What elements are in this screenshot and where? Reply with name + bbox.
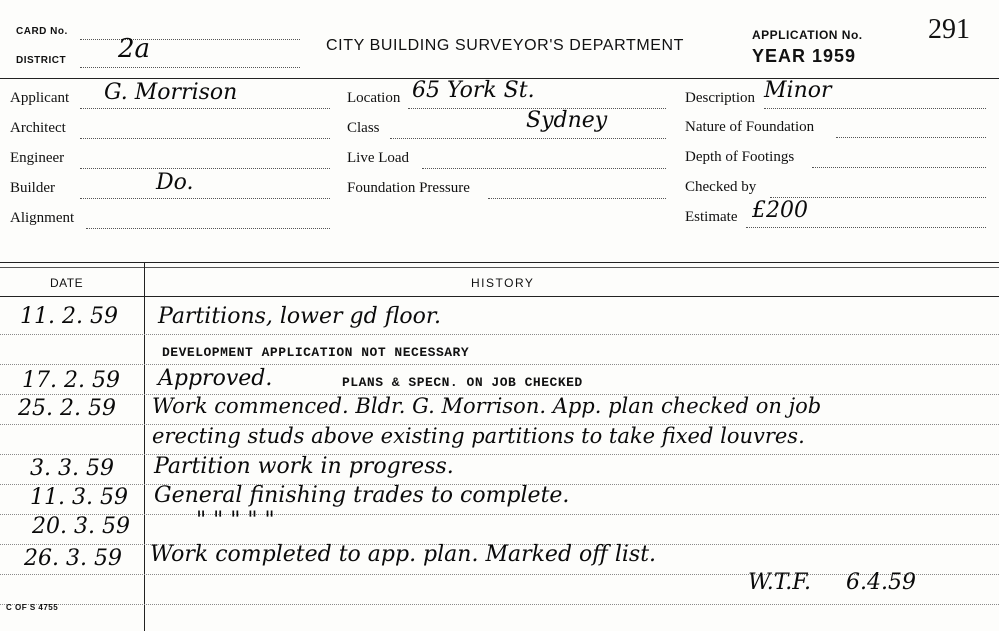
applicant-label: Applicant xyxy=(10,90,70,106)
signature-date: 6.4.59 xyxy=(846,570,916,595)
description-value: Minor xyxy=(764,78,832,103)
history-top-rule-2 xyxy=(0,267,999,268)
history-line xyxy=(0,514,999,515)
description-line xyxy=(764,108,986,109)
entry-date: 20. 3. 59 xyxy=(32,514,130,539)
history-line xyxy=(0,604,999,605)
entry-text: General finishing trades to complete. xyxy=(154,483,570,508)
history-line xyxy=(0,454,999,455)
entry-stamp: DEVELOPMENT APPLICATION NOT NECESSARY xyxy=(162,345,470,360)
entry-text: Approved. xyxy=(158,366,273,391)
alignment-label: Alignment xyxy=(10,210,75,226)
depth-of-footings-label: Depth of Footings xyxy=(685,149,795,165)
date-header: DATE xyxy=(50,276,84,290)
architect-label: Architect xyxy=(10,120,66,136)
class-label: Class xyxy=(347,120,380,136)
entry-date: 17. 2. 59 xyxy=(22,368,120,393)
live-load-label: Live Load xyxy=(347,150,410,166)
depth-of-footings-line xyxy=(812,167,986,168)
description-label: Description xyxy=(685,90,755,106)
alignment-line xyxy=(86,228,330,229)
entry-text: Work completed to app. plan. Marked off list. xyxy=(150,542,657,567)
entry-date: 26. 3. 59 xyxy=(24,546,122,571)
nature-of-foundation-label: Nature of Foundation xyxy=(685,119,815,135)
builder-value: Do. xyxy=(156,170,194,195)
history-line xyxy=(0,364,999,365)
builder-label: Builder xyxy=(10,180,55,196)
architect-line xyxy=(80,138,330,139)
foundation-pressure-line xyxy=(488,198,666,199)
foundation-pressure-label: Foundation Pressure xyxy=(347,180,470,196)
class-line xyxy=(390,138,666,139)
application-no-value: 291 xyxy=(928,14,970,45)
history-header-rule xyxy=(0,296,999,297)
date-column-divider xyxy=(144,262,145,631)
form-code: C OF S 4755 xyxy=(6,603,59,612)
signature: W.T.F. xyxy=(748,570,812,595)
card-no-line xyxy=(80,39,300,40)
nature-of-foundation-line xyxy=(836,137,986,138)
engineer-line xyxy=(80,168,330,169)
estimate-label: Estimate xyxy=(685,209,738,225)
entry-date: 11. 2. 59 xyxy=(20,304,118,329)
applicant-value: G. Morrison xyxy=(104,80,238,105)
history-line xyxy=(0,334,999,335)
entry-text: Partition work in progress. xyxy=(154,454,454,479)
entry-stamp: PLANS & SPECN. ON JOB CHECKED xyxy=(342,375,583,390)
district-line xyxy=(80,67,300,68)
checked-by-label: Checked by xyxy=(685,179,757,195)
entry-text: erecting studs above existing partitions to take fixed louvres. xyxy=(152,424,805,448)
entry-date: 25. 2. 59 xyxy=(18,396,116,421)
year-label: YEAR 1959 xyxy=(752,46,857,66)
entry-date: 3. 3. 59 xyxy=(30,456,114,481)
estimate-line xyxy=(746,227,986,228)
engineer-label: Engineer xyxy=(10,150,65,166)
card-no-label: CARD No. xyxy=(16,26,68,37)
history-top-rule xyxy=(0,262,999,263)
entry-text: Partitions, lower gd floor. xyxy=(158,304,441,329)
location-label: Location xyxy=(347,90,401,106)
application-no-label: APPLICATION No. xyxy=(752,28,863,42)
history-header: HISTORY xyxy=(471,276,535,290)
class-value: Sydney xyxy=(526,108,608,133)
location-value: 65 York St. xyxy=(412,78,535,103)
district-label: DISTRICT xyxy=(16,55,67,66)
live-load-line xyxy=(422,168,666,169)
district-value: 2a xyxy=(118,34,151,64)
estimate-value: £200 xyxy=(752,198,808,223)
entry-date: 11. 3. 59 xyxy=(30,485,128,510)
applicant-line xyxy=(80,108,330,109)
department-title: CITY BUILDING SURVEYOR'S DEPARTMENT xyxy=(326,37,685,54)
entry-text: Work commenced. Bldr. G. Morrison. App. plan checked on job xyxy=(152,394,822,418)
entry-text: " " " " " xyxy=(196,508,275,533)
builder-line xyxy=(80,198,330,199)
